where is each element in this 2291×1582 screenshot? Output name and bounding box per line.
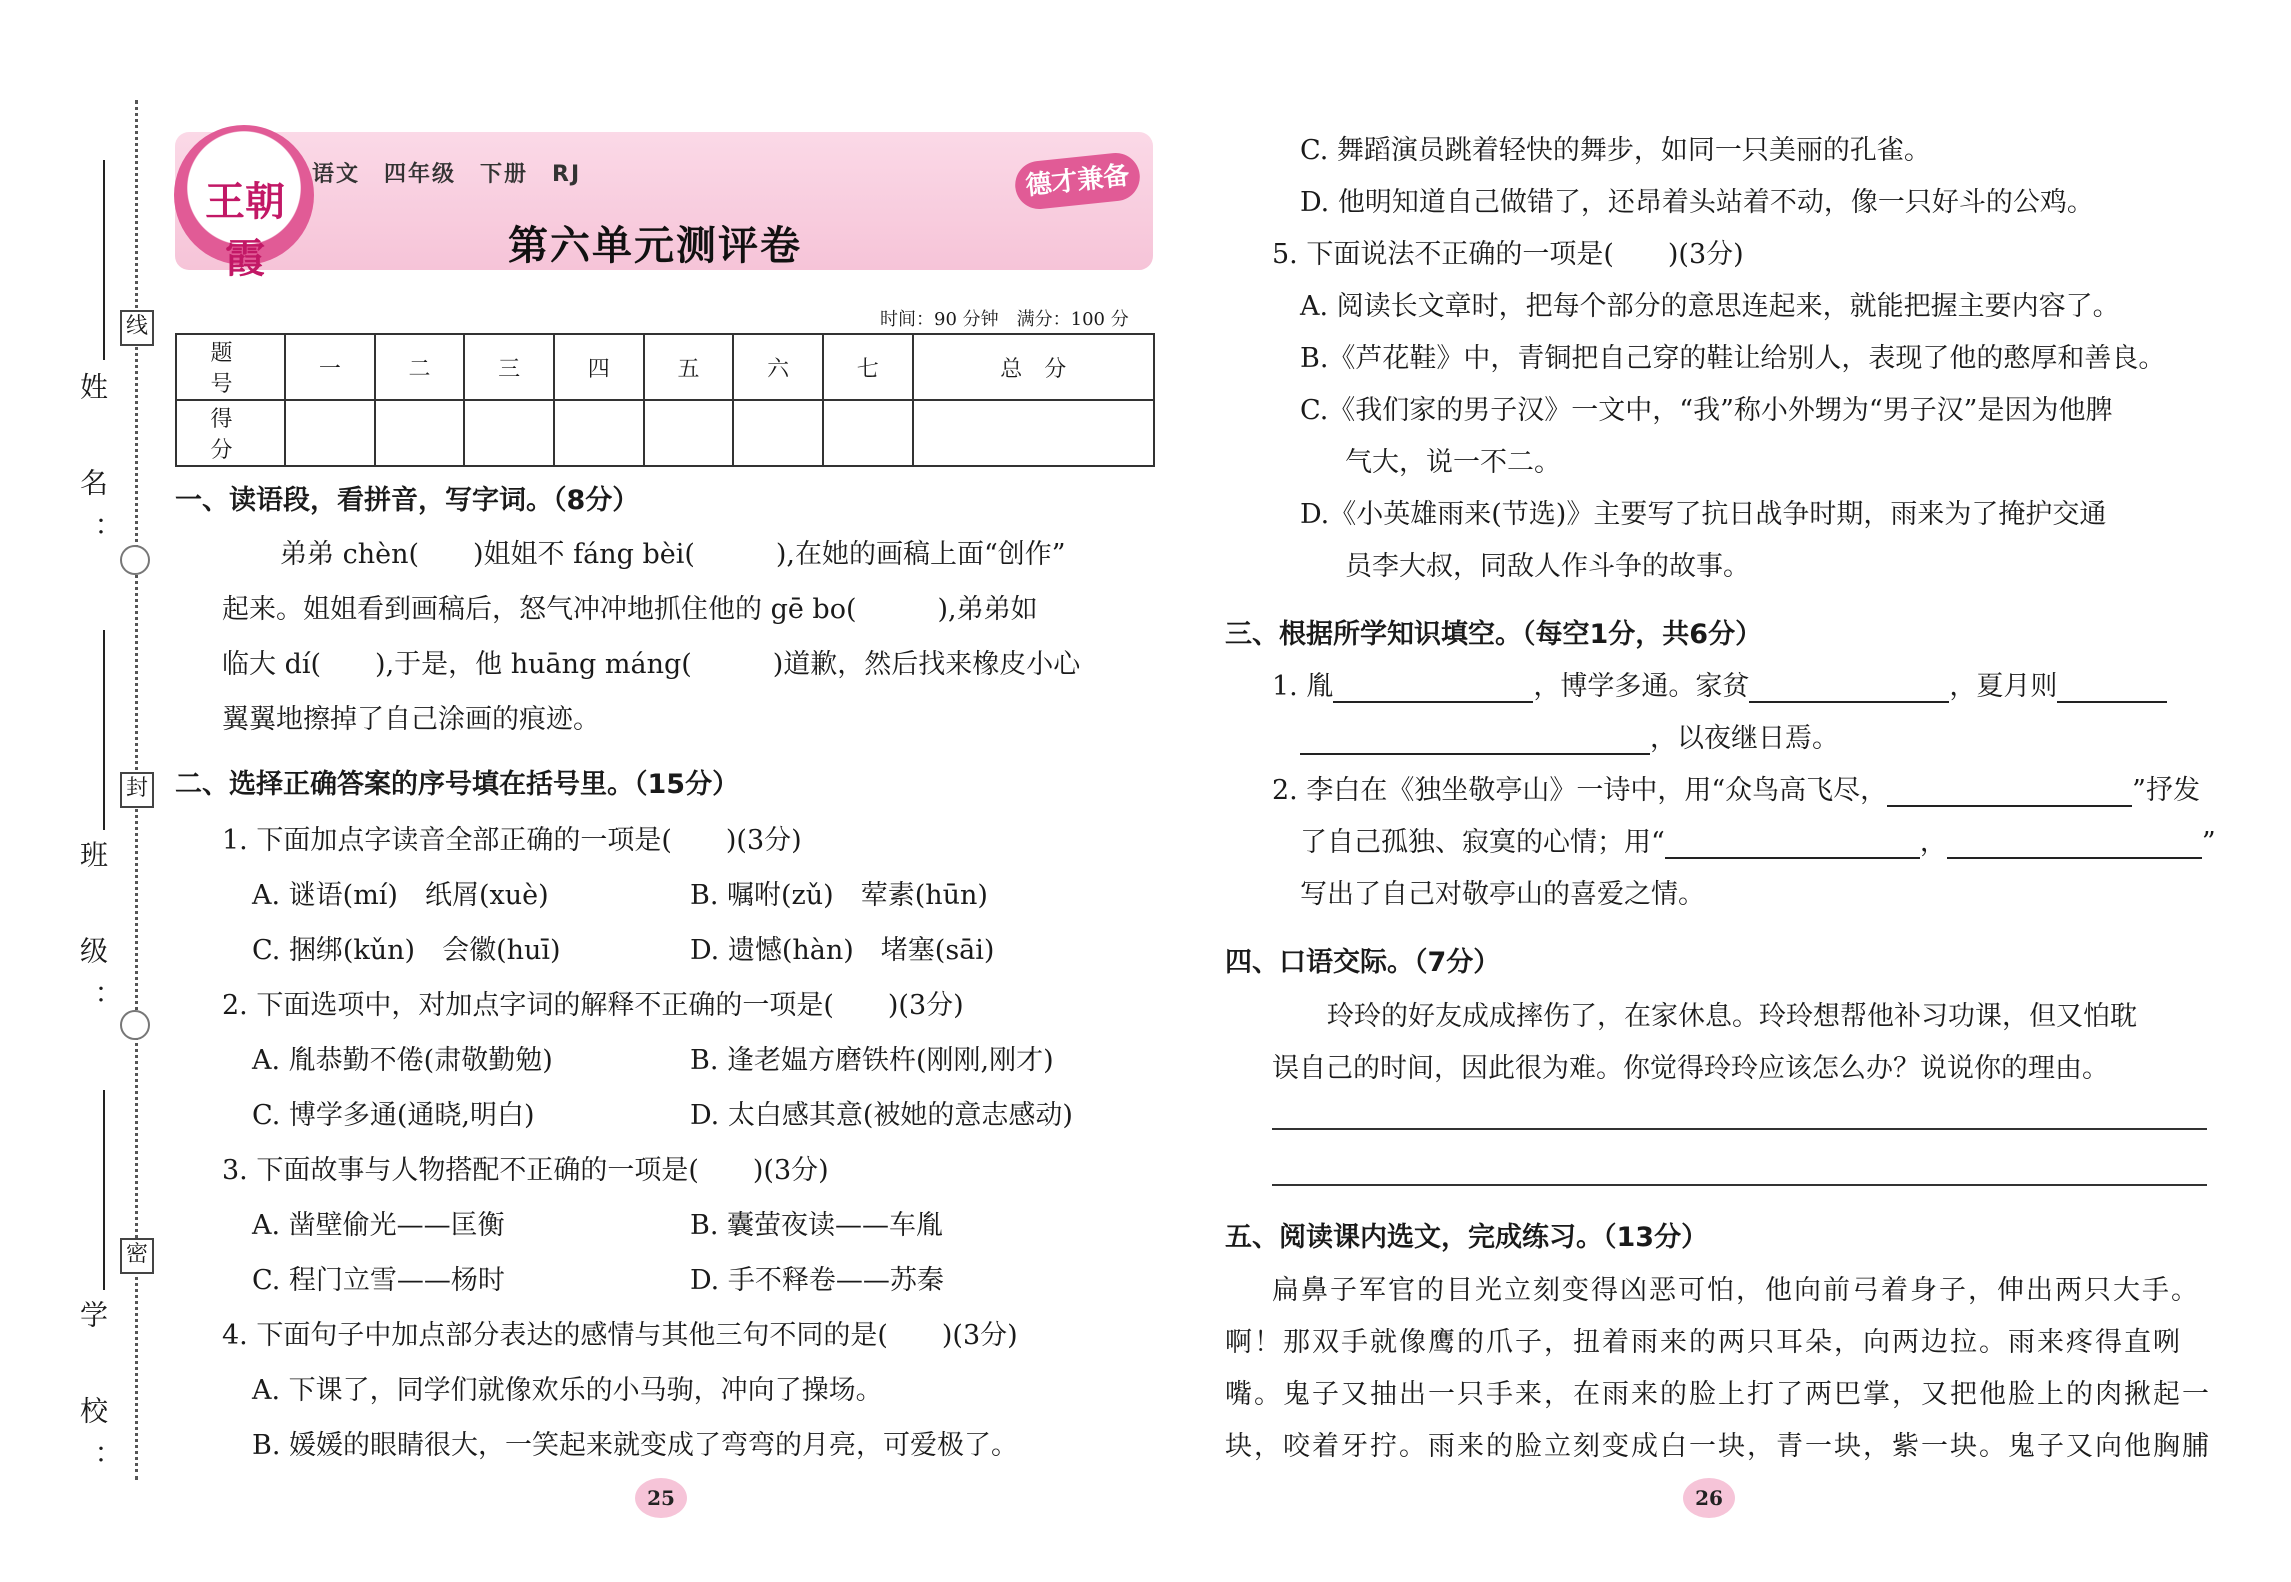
cut-mark-seal: 封 [120, 772, 154, 808]
option-5b: B.《芦花鞋》中，青铜把自己穿的鞋让给别人，表现了他的憨厚和善良。 [1300, 343, 2166, 374]
answer-blank[interactable] [1665, 830, 1920, 859]
fill-text: 了自己孤独、寂寞的心情；用“ [1300, 827, 1665, 858]
fill-text: ，以夜继日焉。 [1650, 723, 1839, 754]
table-cell: 五 [644, 334, 734, 400]
brand-logo-text: 王朝霞 [205, 178, 285, 282]
reading-line: 啊！那双手就像鹰的爪子，扭着雨来的两只耳朵，向两边拉。雨来疼得直咧 [1225, 1327, 2182, 1358]
reading-line: 扁鼻子军官的目光立刻变得凶恶可怕，他向前弓着身子，伸出两只大手。 [1272, 1275, 2200, 1306]
option-2a: A. 胤恭勤不倦(肃敬勤勉) [252, 1045, 553, 1076]
score-cell[interactable] [733, 400, 823, 466]
table-cell: 题 号 [176, 334, 285, 400]
school-label: 学 校： [76, 1300, 109, 1492]
exam-meta: 时间：90 分钟 满分：100 分 [880, 309, 1129, 330]
passage-line: 弟弟 chèn( )姐姐不 fáng bèi( ),在她的画稿上面“创作” [280, 539, 1066, 570]
question-3: 3. 下面故事与人物搭配不正确的一项是( )(3分) [222, 1155, 829, 1186]
option-4c: C. 舞蹈演员跳着轻快的舞步，如同一只美丽的孔雀。 [1300, 135, 1931, 166]
page-number-left: 25 [635, 1478, 687, 1518]
score-cell[interactable] [464, 400, 554, 466]
question-5: 5. 下面说法不正确的一项是( )(3分) [1272, 239, 1744, 270]
option-5d-cont: 员李大叔，同敌人作斗争的故事。 [1345, 551, 1750, 582]
section-5-title: 五、阅读课内选文，完成练习。（13分） [1225, 1222, 1709, 1253]
option-4a: A. 下课了，同学们就像欢乐的小马驹，冲向了操场。 [252, 1375, 883, 1406]
class-label: 班 级： [76, 840, 109, 1032]
name-write-line[interactable] [103, 160, 105, 360]
table-cell: 二 [375, 334, 465, 400]
option-3b: B. 囊萤夜读——车胤 [690, 1210, 944, 1241]
class-write-line[interactable] [103, 630, 105, 830]
option-5d: D.《小英雄雨来(节选)》主要写了抗日战争时期，雨来为了掩护交通 [1300, 499, 2107, 530]
table-cell: 得 分 [176, 400, 285, 466]
fill-text: 1. 胤 [1272, 671, 1334, 702]
option-4b: B. 媛媛的眼睛很大，一笑起来就变成了弯弯的月亮，可爱极了。 [252, 1430, 1019, 1461]
binding-hole [120, 1010, 150, 1040]
answer-blank[interactable] [1887, 778, 2132, 807]
score-table-row [176, 400, 1154, 466]
reading-line: 块，咬着牙拧。雨来的脸立刻变成白一块，青一块，紫一块。鬼子又向他胸脯 [1225, 1431, 2211, 1462]
score-cell[interactable] [285, 400, 375, 466]
table-cell: 总 分 [913, 334, 1154, 400]
fill-text: ， [1919, 827, 1947, 858]
binding-hole [120, 545, 150, 575]
score-cell[interactable] [823, 400, 913, 466]
fill-1 [1272, 664, 2167, 703]
cut-mark-secret: 密 [120, 1238, 154, 1274]
passage-line: 翼翼地擦掉了自己涂画的痕迹。 [222, 704, 600, 735]
passage-line: 临大 dí( ),于是，他 huāng máng( )道歉，然后找来橡皮小心 [222, 649, 1081, 680]
fill-1-cont [1300, 716, 1839, 755]
option-3c: C. 程门立雪——杨时 [252, 1265, 505, 1296]
motto-badge: 德才兼备 [1013, 151, 1142, 212]
table-cell: 三 [464, 334, 554, 400]
score-cell[interactable] [644, 400, 734, 466]
prompt-line: 玲玲的好友成成摔伤了，在家休息。玲玲想帮他补习功课，但又怕耽 [1327, 1001, 2137, 1032]
answer-blank[interactable] [1947, 830, 2202, 859]
score-cell[interactable] [375, 400, 465, 466]
section-4-title: 四、口语交际。（7分） [1225, 947, 1501, 978]
question-4: 4. 下面句子中加点部分表达的感情与其他三句不同的是( )(3分) [222, 1320, 1018, 1351]
table-cell: 四 [554, 334, 644, 400]
answer-blank[interactable] [1300, 726, 1650, 755]
answer-line[interactable] [1272, 1128, 2207, 1130]
score-cell[interactable] [554, 400, 644, 466]
school-write-line[interactable] [103, 1090, 105, 1290]
cut-mark-line: 线 [120, 310, 154, 346]
section-1-title: 一、读语段，看拼音，写字词。（8分） [175, 485, 640, 516]
page-number-right: 26 [1683, 1478, 1735, 1518]
option-2d: D. 太白感其意(被她的意志感动) [690, 1100, 1073, 1131]
fill-2-cont [1300, 820, 2216, 859]
passage-line: 起来。姐姐看到画稿后，怒气冲冲地抓住他的 gē bo( ),弟弟如 [222, 594, 1038, 625]
option-4d: D. 他明知道自己做错了，还昂着头站着不动，像一只好斗的公鸡。 [1300, 187, 2094, 218]
prompt-line: 误自己的时间，因此很为难。你觉得玲玲应该怎么办？说说你的理由。 [1272, 1053, 2109, 1084]
fill-2-end: 写出了自己对敬亭山的喜爱之情。 [1300, 879, 1705, 910]
reading-line: 嘴。鬼子又抽出一只手来，在雨来的脸上打了两巴掌，又把他脸上的肉揪起一 [1225, 1379, 2211, 1410]
question-2: 2. 下面选项中，对加点字词的解释不正确的一项是( )(3分) [222, 990, 964, 1021]
table-cell: 一 [285, 334, 375, 400]
answer-blank[interactable] [1749, 674, 1949, 703]
score-table [175, 333, 1155, 467]
table-cell: 七 [823, 334, 913, 400]
option-3a: A. 凿壁偷光——匡衡 [252, 1210, 505, 1241]
option-1a: A. 谜语(mí) 纸屑(xuè) [252, 880, 549, 911]
fill-text: ，博学多通。家贫 [1533, 671, 1750, 702]
fill-text: ” [2201, 827, 2216, 858]
score-cell[interactable] [913, 400, 1154, 466]
option-5c-cont: 气大，说一不二。 [1345, 447, 1561, 478]
section-3-title: 三、根据所学知识填空。（每空1分，共6分） [1225, 619, 1763, 650]
page-title: 第六单元测评卷 [508, 223, 802, 269]
fill-text: 2. 李白在《独坐敬亭山》一诗中，用“众鸟高飞尽， [1272, 775, 1888, 806]
fill-text: ”抒发 [2132, 775, 2200, 806]
option-1b: B. 嘱咐(zǔ) 荤素(hūn) [690, 880, 988, 911]
table-cell: 六 [733, 334, 823, 400]
fill-text: ，夏月则 [1949, 671, 2058, 702]
answer-line[interactable] [1272, 1184, 2207, 1186]
answer-blank[interactable] [1333, 674, 1533, 703]
fill-2 [1272, 768, 2200, 807]
subject-info: 语文 四年级 下册 RJ [312, 162, 582, 187]
option-2c: C. 博学多通(通晓,明白) [252, 1100, 535, 1131]
option-5c: C.《我们家的男子汉》一文中，“我”称小外甥为“男子汉”是因为他脾 [1300, 395, 2113, 426]
score-table-header [176, 334, 1154, 400]
answer-blank[interactable] [2057, 674, 2167, 703]
option-5a: A. 阅读长文章时，把每个部分的意思连起来，就能把握主要内容了。 [1300, 291, 2120, 322]
name-label: 姓 名： [76, 372, 109, 564]
option-3d: D. 手不释卷——苏秦 [690, 1265, 944, 1296]
option-1d: D. 遗憾(hàn) 堵塞(sāi) [690, 935, 995, 966]
question-1: 1. 下面加点字读音全部正确的一项是( )(3分) [222, 825, 802, 856]
option-1c: C. 捆绑(kǔn) 会徽(huī) [252, 935, 561, 966]
section-2-title: 二、选择正确答案的序号填在括号里。（15分） [175, 769, 740, 800]
option-2b: B. 逢老媪方磨铁杵(刚刚,刚才) [690, 1045, 1054, 1076]
